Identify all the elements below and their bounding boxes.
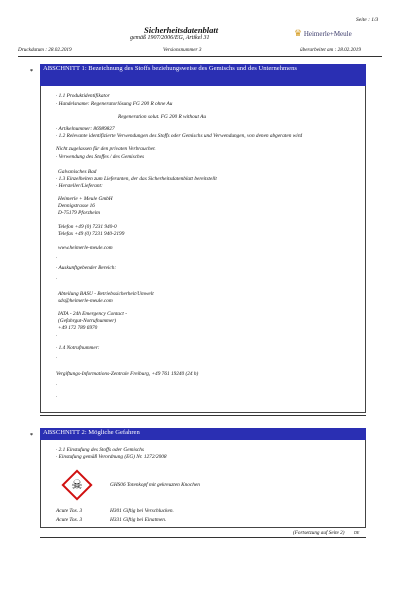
revised-date: überarbeitet am : 28.02.2019 xyxy=(300,47,361,53)
emergency-contact-phone: +49 172 789 6970 xyxy=(58,325,98,331)
skull-crossbones-icon: ☠ xyxy=(71,477,83,492)
section-1-divider xyxy=(40,415,366,416)
relevant-uses: · 1.2 Relevante identifizierte Verwendungen des Stoffs oder Gemischs und Verwendungen, von denen abgeraten wird xyxy=(56,133,303,139)
trade-name-english: Regeneration solut. FG 200 R without Au xyxy=(118,114,207,120)
hazard-row-2-category: Acute Tox. 3 xyxy=(56,517,83,523)
version-number: Versionsnummer 3 xyxy=(163,47,202,53)
continued-note: (Fortsetzung auf Seite 2) xyxy=(293,530,345,536)
department-name: Abteilung BASU - Betriebssicherheit/Umwelt xyxy=(58,291,154,297)
department-email[interactable]: sds@heimerle-meule.com xyxy=(58,298,113,304)
language-code: DE xyxy=(354,530,360,535)
manufacturer-label: · Hersteller/Lieferant: xyxy=(56,183,103,189)
page-number: Seite : 1/3 xyxy=(356,17,379,23)
hazard-row-1-statement: H301 Giftig bei Verschlucken. xyxy=(110,508,174,514)
heimerle-meule-logo-icon: ♛ xyxy=(294,28,303,38)
trade-name: · Handelsname: Regeneratorlösung FG 200 R ohne Au xyxy=(56,101,173,107)
emergency-number-label: · 1.4 Notrufnummer: xyxy=(56,345,100,351)
header-divider xyxy=(18,56,382,57)
hazard-row-1-category: Acute Tox. 3 xyxy=(56,508,83,514)
classification-regulation: · Einstufung gemäß Verordnung (EG) Nr. 1272/2008 xyxy=(56,454,167,460)
poison-center: Vergiftungs-Informations-Zentrale Freiburg, +49 761 19240 (24 h) xyxy=(56,371,199,377)
document-title: Sicherheitsdatenblatt xyxy=(144,25,219,35)
company-city: D-75179 Pforzheim xyxy=(58,210,100,216)
spacer-dot: · xyxy=(56,277,58,282)
document-subtitle: gemäß 1907/2006/EG, Artikel 31 xyxy=(130,35,210,41)
ghs06-pictogram xyxy=(63,471,91,499)
hazard-row-2-statement: H331 Giftig bei Einatmen. xyxy=(110,517,167,523)
change-marker: * xyxy=(30,433,33,439)
section-2-heading: ABSCHNITT 2: Mögliche Gefahren xyxy=(40,428,366,440)
ghs06-label: GHS06 Totenkopf mit gekreuzten Knochen xyxy=(110,482,200,488)
supplier-details-label: · 1.3 Einzelheiten zum Lieferanten, der das Sicherheitsdatenblatt bereitstellt xyxy=(56,176,217,182)
classification-label: · 2.1 Einstufung des Stoffs oder Gemischs xyxy=(56,447,144,453)
spacer-dot: · xyxy=(56,256,58,261)
emergency-contact-subtitle: (Gefahrgut-Notrufnummer) xyxy=(58,318,117,324)
company-street: Dennigstrasse 16 xyxy=(58,203,95,209)
emergency-contact-title: IATA - 24h Emergency Contact - xyxy=(58,311,127,317)
company-logo xyxy=(294,28,352,39)
company-name: Heimerle + Meule GmbH xyxy=(58,196,113,202)
not-for-consumers: Nicht zugelassen für den privaten Verbraucher. xyxy=(56,146,156,152)
change-marker: * xyxy=(30,69,33,75)
spacer-dot: · xyxy=(56,334,58,339)
article-number: · Artikelnummer: 86989827 xyxy=(56,126,115,132)
section-1-heading: ABSCHNITT 1: Bezeichnung des Stoffs beziehungsweise des Gemischs und des Unternehmens xyxy=(40,64,366,86)
print-date: Druckdatum : 28.02.2019 xyxy=(18,47,72,53)
spacer-dot: · xyxy=(56,395,58,400)
info-department-label: · Auskunftgebender Bereich: xyxy=(56,265,117,271)
company-website[interactable]: www.heimerle-meule.com xyxy=(58,245,113,251)
use-of-substance-label: · Verwendung des Stoffes / des Gemisches xyxy=(56,154,145,160)
footer-divider xyxy=(40,537,366,538)
product-identifier-label: · 1.1 Produktidentifikator xyxy=(56,93,110,99)
use-galvanic-bath: Galvanisches Bad xyxy=(58,169,97,175)
company-fax: Telefax +49 (0) 7231 940-2199 xyxy=(58,231,125,237)
spacer-dot: · xyxy=(56,356,58,361)
company-phone: Telefon +49 (0) 7231 940-0 xyxy=(58,224,117,230)
logo-text: Heimerle+Meule xyxy=(303,30,352,38)
spacer-dot: · xyxy=(56,383,58,388)
